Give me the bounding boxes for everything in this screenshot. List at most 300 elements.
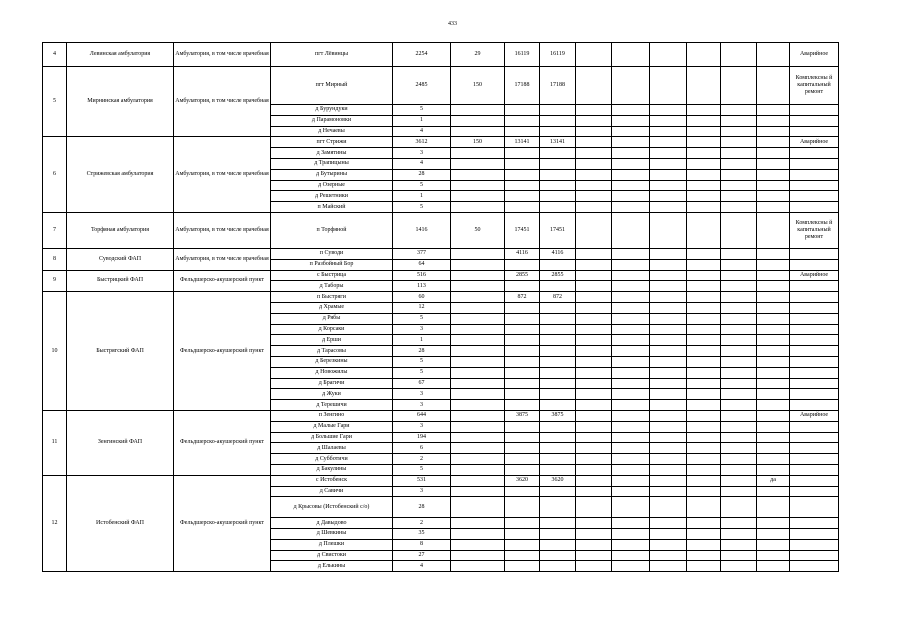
- empty-cell: [576, 313, 612, 324]
- settlement-cell: д Бутырины: [271, 169, 393, 180]
- settlement-cell: пгт Стрижи: [271, 137, 393, 148]
- empty-cell: [721, 486, 757, 497]
- empty-cell: [687, 335, 721, 346]
- value-cell: 150: [451, 67, 505, 105]
- empty-cell: [612, 335, 650, 346]
- note-cell: [790, 400, 839, 411]
- value-cell: [540, 281, 576, 292]
- value-cell: [451, 421, 505, 432]
- value-cell: [451, 115, 505, 126]
- empty-cell: [612, 126, 650, 137]
- value-cell: 872: [540, 292, 576, 303]
- value-cell: [505, 432, 540, 443]
- population-cell: 3612: [393, 137, 451, 148]
- empty-cell: [721, 421, 757, 432]
- note-cell: [790, 486, 839, 497]
- table-row: [43, 410, 839, 421]
- value-cell: [451, 324, 505, 335]
- flag-cell: [757, 550, 790, 561]
- note-cell: [790, 529, 839, 540]
- empty-cell: [687, 270, 721, 281]
- settlement-cell: д Бакулины: [271, 464, 393, 475]
- facility-type: Амбулатория, в том числе врачебная: [174, 248, 271, 270]
- value-cell: [505, 324, 540, 335]
- value-cell: [451, 389, 505, 400]
- empty-cell: [721, 346, 757, 357]
- population-cell: 67: [393, 378, 451, 389]
- note-cell: [790, 148, 839, 159]
- value-cell: [451, 378, 505, 389]
- population-cell: 4: [393, 158, 451, 169]
- population-cell: 1: [393, 115, 451, 126]
- empty-cell: [687, 148, 721, 159]
- empty-cell: [576, 454, 612, 465]
- value-cell: [505, 148, 540, 159]
- value-cell: [540, 454, 576, 465]
- empty-cell: [687, 248, 721, 259]
- settlement-cell: д Рябы: [271, 313, 393, 324]
- flag-cell: [757, 561, 790, 572]
- empty-cell: [576, 464, 612, 475]
- population-cell: 5: [393, 367, 451, 378]
- value-cell: [540, 259, 576, 270]
- value-cell: 2855: [540, 270, 576, 281]
- empty-cell: [721, 335, 757, 346]
- value-cell: [540, 324, 576, 335]
- empty-cell: [612, 148, 650, 159]
- empty-cell: [576, 212, 612, 248]
- value-cell: [540, 432, 576, 443]
- empty-cell: [612, 454, 650, 465]
- row-number: 9: [43, 270, 67, 292]
- empty-cell: [687, 324, 721, 335]
- empty-cell: [687, 432, 721, 443]
- empty-cell: [650, 539, 687, 550]
- value-cell: [451, 126, 505, 137]
- settlement-cell: д Тарасовы: [271, 346, 393, 357]
- value-cell: [505, 497, 540, 518]
- population-cell: 28: [393, 497, 451, 518]
- row-number: 10: [43, 292, 67, 411]
- population-cell: 5: [393, 202, 451, 213]
- population-cell: 2: [393, 454, 451, 465]
- settlement-cell: д Плешки: [271, 539, 393, 550]
- value-cell: [505, 454, 540, 465]
- empty-cell: [650, 43, 687, 67]
- settlement-cell: д Терешичи: [271, 400, 393, 411]
- empty-cell: [721, 410, 757, 421]
- empty-cell: [721, 302, 757, 313]
- empty-cell: [721, 550, 757, 561]
- empty-cell: [687, 400, 721, 411]
- empty-cell: [612, 43, 650, 67]
- empty-cell: [721, 539, 757, 550]
- facility-name: Зенгинский ФАП: [67, 410, 174, 475]
- value-cell: [505, 421, 540, 432]
- note-cell: [790, 550, 839, 561]
- note-cell: [790, 356, 839, 367]
- value-cell: [451, 302, 505, 313]
- flag-cell: [757, 367, 790, 378]
- settlement-cell: п Торфяной: [271, 212, 393, 248]
- empty-cell: [650, 335, 687, 346]
- empty-cell: [612, 67, 650, 105]
- settlement-cell: д Корсаки: [271, 324, 393, 335]
- value-cell: [540, 421, 576, 432]
- empty-cell: [650, 324, 687, 335]
- value-cell: [451, 270, 505, 281]
- population-cell: 113: [393, 281, 451, 292]
- row-number: 6: [43, 137, 67, 213]
- value-cell: [540, 313, 576, 324]
- value-cell: [540, 378, 576, 389]
- value-cell: [451, 180, 505, 191]
- note-cell: [790, 432, 839, 443]
- empty-cell: [721, 400, 757, 411]
- flag-cell: [757, 313, 790, 324]
- settlement-cell: д Шевкины: [271, 529, 393, 540]
- value-cell: [451, 454, 505, 465]
- population-cell: 516: [393, 270, 451, 281]
- population-cell: 3: [393, 324, 451, 335]
- empty-cell: [576, 169, 612, 180]
- note-cell: [790, 443, 839, 454]
- empty-cell: [687, 302, 721, 313]
- value-cell: 872: [505, 292, 540, 303]
- empty-cell: [687, 169, 721, 180]
- value-cell: [540, 346, 576, 357]
- empty-cell: [687, 475, 721, 486]
- empty-cell: [576, 432, 612, 443]
- value-cell: [505, 464, 540, 475]
- empty-cell: [576, 191, 612, 202]
- value-cell: [451, 464, 505, 475]
- note-cell: [790, 454, 839, 465]
- empty-cell: [650, 529, 687, 540]
- flag-cell: [757, 248, 790, 259]
- empty-cell: [721, 432, 757, 443]
- empty-cell: [650, 432, 687, 443]
- empty-cell: [687, 497, 721, 518]
- settlement-cell: п Зенгино: [271, 410, 393, 421]
- empty-cell: [687, 259, 721, 270]
- value-cell: [540, 464, 576, 475]
- empty-cell: [721, 367, 757, 378]
- empty-cell: [576, 302, 612, 313]
- empty-cell: [650, 367, 687, 378]
- value-cell: [505, 259, 540, 270]
- settlement-cell: д Храмые: [271, 302, 393, 313]
- population-cell: 2254: [393, 43, 451, 67]
- value-cell: 17188: [540, 67, 576, 105]
- settlement-cell: д Трапицыны: [271, 158, 393, 169]
- empty-cell: [576, 367, 612, 378]
- value-cell: [540, 529, 576, 540]
- value-cell: [505, 302, 540, 313]
- flag-cell: [757, 281, 790, 292]
- value-cell: [451, 105, 505, 116]
- note-cell: [790, 248, 839, 259]
- value-cell: [505, 180, 540, 191]
- empty-cell: [721, 324, 757, 335]
- flag-cell: [757, 292, 790, 303]
- value-cell: [505, 115, 540, 126]
- flag-cell: [757, 432, 790, 443]
- settlement-cell: д Новожилы: [271, 367, 393, 378]
- row-number: 11: [43, 410, 67, 475]
- value-cell: [451, 432, 505, 443]
- value-cell: [540, 539, 576, 550]
- table-row: [43, 248, 839, 259]
- population-cell: 2: [393, 518, 451, 529]
- note-cell: [790, 346, 839, 357]
- population-cell: 5: [393, 180, 451, 191]
- empty-cell: [721, 191, 757, 202]
- population-cell: 6: [393, 443, 451, 454]
- empty-cell: [650, 410, 687, 421]
- row-number: 12: [43, 475, 67, 572]
- empty-cell: [721, 281, 757, 292]
- value-cell: 16119: [540, 43, 576, 67]
- value-cell: [540, 443, 576, 454]
- population-cell: 194: [393, 432, 451, 443]
- note-cell: Аварийное: [790, 137, 839, 148]
- value-cell: 13141: [540, 137, 576, 148]
- settlement-cell: пгт Лёвинцы: [271, 43, 393, 67]
- flag-cell: [757, 443, 790, 454]
- empty-cell: [576, 346, 612, 357]
- note-cell: [790, 497, 839, 518]
- value-cell: [505, 367, 540, 378]
- empty-cell: [612, 180, 650, 191]
- table-row: [43, 270, 839, 281]
- empty-cell: [650, 212, 687, 248]
- row-number: 8: [43, 248, 67, 270]
- flag-cell: [757, 335, 790, 346]
- empty-cell: [612, 270, 650, 281]
- empty-cell: [687, 518, 721, 529]
- value-cell: [540, 191, 576, 202]
- empty-cell: [576, 248, 612, 259]
- facility-type: Фельдшерско-акушерский пункт: [174, 292, 271, 411]
- empty-cell: [612, 324, 650, 335]
- value-cell: [451, 529, 505, 540]
- settlement-cell: д Крысовы (Истобенский с/о): [271, 497, 393, 518]
- value-cell: [540, 302, 576, 313]
- note-cell: [790, 378, 839, 389]
- facility-name: Левинская амбулатория: [67, 43, 174, 67]
- population-cell: 3: [393, 486, 451, 497]
- empty-cell: [687, 137, 721, 148]
- value-cell: [505, 335, 540, 346]
- facility-type: Фельдшерско-акушерский пункт: [174, 410, 271, 475]
- empty-cell: [612, 561, 650, 572]
- empty-cell: [612, 410, 650, 421]
- value-cell: 13141: [505, 137, 540, 148]
- empty-cell: [612, 486, 650, 497]
- value-cell: 50: [451, 212, 505, 248]
- value-cell: [505, 561, 540, 572]
- empty-cell: [687, 43, 721, 67]
- value-cell: [451, 539, 505, 550]
- flag-cell: [757, 212, 790, 248]
- empty-cell: [687, 410, 721, 421]
- population-cell: 1: [393, 335, 451, 346]
- empty-cell: [721, 475, 757, 486]
- population-cell: 3: [393, 389, 451, 400]
- population-cell: 12: [393, 302, 451, 313]
- value-cell: [540, 561, 576, 572]
- empty-cell: [687, 105, 721, 116]
- value-cell: [505, 550, 540, 561]
- note-cell: Аварийное: [790, 43, 839, 67]
- value-cell: [451, 475, 505, 486]
- value-cell: [505, 389, 540, 400]
- settlement-cell: д Шалаевы: [271, 443, 393, 454]
- value-cell: [540, 367, 576, 378]
- empty-cell: [721, 115, 757, 126]
- value-cell: [540, 497, 576, 518]
- settlement-cell: д Брагичи: [271, 378, 393, 389]
- empty-cell: [612, 443, 650, 454]
- empty-cell: [650, 486, 687, 497]
- population-cell: 64: [393, 259, 451, 270]
- empty-cell: [650, 281, 687, 292]
- settlement-cell: д Жуки: [271, 389, 393, 400]
- empty-cell: [576, 148, 612, 159]
- flag-cell: [757, 180, 790, 191]
- facility-type: Фельдшерско-акушерский пункт: [174, 475, 271, 572]
- empty-cell: [612, 378, 650, 389]
- empty-cell: [612, 400, 650, 411]
- flag-cell: [757, 137, 790, 148]
- settlement-cell: д Озерные: [271, 180, 393, 191]
- value-cell: [540, 180, 576, 191]
- flag-cell: [757, 486, 790, 497]
- empty-cell: [721, 43, 757, 67]
- flag-cell: [757, 346, 790, 357]
- empty-cell: [612, 497, 650, 518]
- row-number: 4: [43, 43, 67, 67]
- empty-cell: [721, 529, 757, 540]
- empty-cell: [687, 67, 721, 105]
- empty-cell: [576, 324, 612, 335]
- note-cell: [790, 158, 839, 169]
- population-cell: 5: [393, 356, 451, 367]
- value-cell: [505, 356, 540, 367]
- empty-cell: [650, 475, 687, 486]
- flag-cell: [757, 378, 790, 389]
- empty-cell: [612, 137, 650, 148]
- empty-cell: [650, 400, 687, 411]
- facility-name: Быстрицкий ФАП: [67, 270, 174, 292]
- facility-name: Истобенский ФАП: [67, 475, 174, 572]
- empty-cell: [721, 356, 757, 367]
- population-cell: 28: [393, 346, 451, 357]
- value-cell: 17188: [505, 67, 540, 105]
- note-cell: [790, 202, 839, 213]
- empty-cell: [612, 367, 650, 378]
- empty-cell: [650, 105, 687, 116]
- empty-cell: [576, 105, 612, 116]
- table-row: [43, 475, 839, 486]
- note-cell: [790, 367, 839, 378]
- value-cell: [540, 400, 576, 411]
- population-cell: 377: [393, 248, 451, 259]
- empty-cell: [612, 432, 650, 443]
- value-cell: [540, 486, 576, 497]
- value-cell: [505, 313, 540, 324]
- value-cell: [505, 191, 540, 202]
- value-cell: [505, 158, 540, 169]
- value-cell: [540, 550, 576, 561]
- value-cell: [540, 105, 576, 116]
- empty-cell: [650, 454, 687, 465]
- value-cell: [451, 191, 505, 202]
- value-cell: [505, 539, 540, 550]
- empty-cell: [687, 115, 721, 126]
- empty-cell: [721, 180, 757, 191]
- flag-cell: да: [757, 475, 790, 486]
- facility-type: Амбулатория, в том числе врачебная: [174, 67, 271, 137]
- empty-cell: [612, 105, 650, 116]
- flag-cell: [757, 464, 790, 475]
- empty-cell: [687, 191, 721, 202]
- empty-cell: [721, 518, 757, 529]
- empty-cell: [576, 486, 612, 497]
- value-cell: [540, 389, 576, 400]
- settlement-cell: д Большие Гари: [271, 432, 393, 443]
- empty-cell: [576, 356, 612, 367]
- empty-cell: [576, 67, 612, 105]
- note-cell: [790, 281, 839, 292]
- empty-cell: [650, 270, 687, 281]
- empty-cell: [650, 158, 687, 169]
- value-cell: [505, 126, 540, 137]
- row-number: 7: [43, 212, 67, 248]
- table-row: [43, 212, 839, 248]
- population-cell: 28: [393, 169, 451, 180]
- table-row: [43, 67, 839, 105]
- empty-cell: [650, 148, 687, 159]
- note-cell: Комплексны й капитальный ремонт: [790, 67, 839, 105]
- population-cell: 5: [393, 464, 451, 475]
- empty-cell: [576, 518, 612, 529]
- population-cell: 3: [393, 400, 451, 411]
- note-cell: [790, 475, 839, 486]
- empty-cell: [650, 346, 687, 357]
- population-cell: 1: [393, 191, 451, 202]
- empty-cell: [650, 378, 687, 389]
- settlement-cell: д Парамоновки: [271, 115, 393, 126]
- empty-cell: [650, 115, 687, 126]
- empty-cell: [612, 356, 650, 367]
- note-cell: [790, 313, 839, 324]
- empty-cell: [687, 367, 721, 378]
- flag-cell: [757, 202, 790, 213]
- settlement-cell: д Свистоки: [271, 550, 393, 561]
- note-cell: [790, 324, 839, 335]
- facilities-table: [42, 42, 839, 572]
- value-cell: 3875: [505, 410, 540, 421]
- settlement-cell: п Майский: [271, 202, 393, 213]
- value-cell: [505, 346, 540, 357]
- value-cell: 4116: [540, 248, 576, 259]
- empty-cell: [721, 270, 757, 281]
- value-cell: 29: [451, 43, 505, 67]
- value-cell: [540, 148, 576, 159]
- note-cell: Комплексны й капитальный ремонт: [790, 212, 839, 248]
